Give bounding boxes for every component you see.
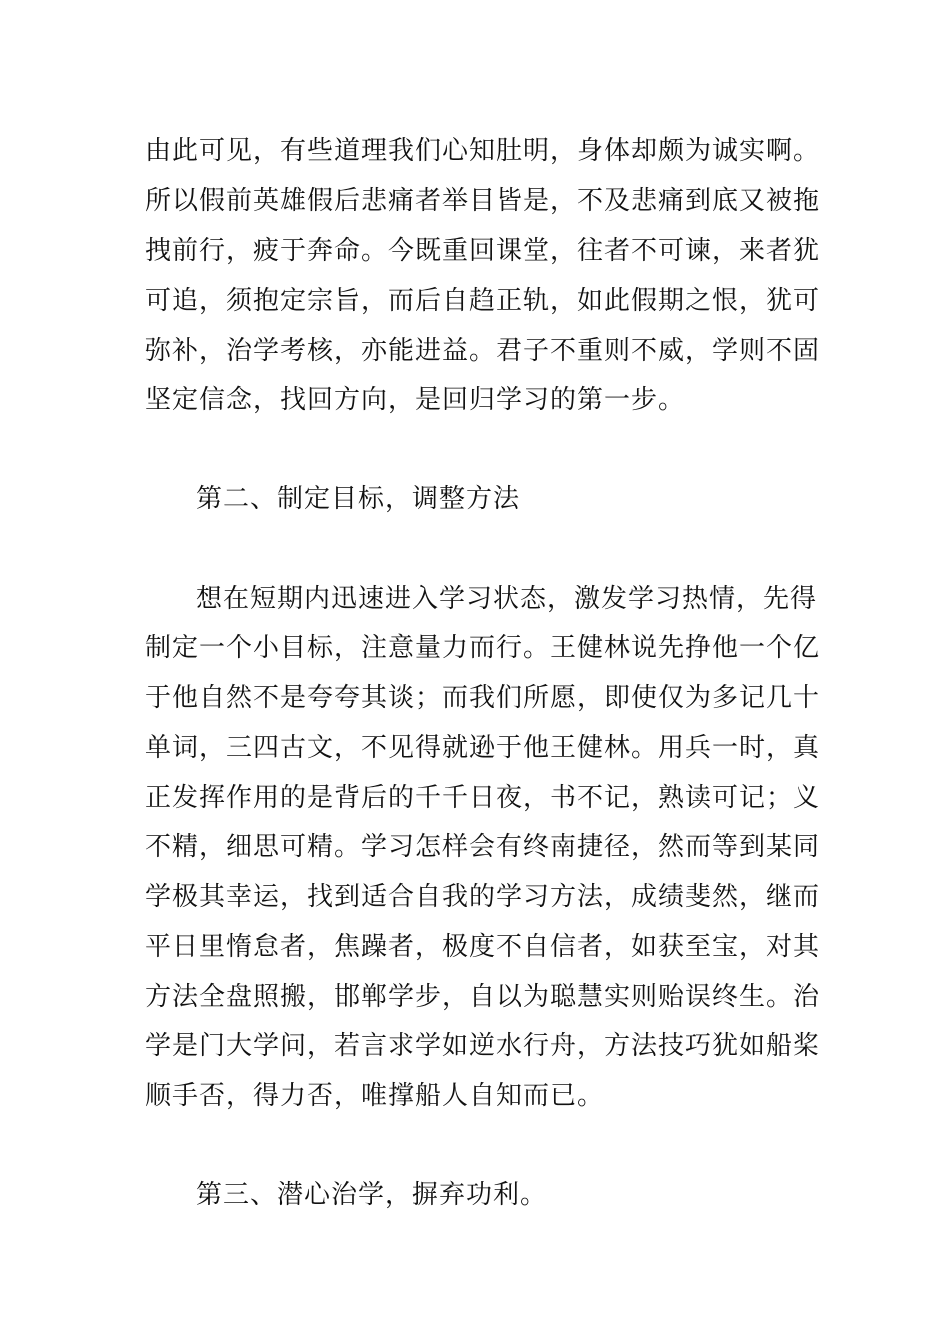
- paragraph-2-line-2: 制定一个小目标，注意量力而行。王健林说先挣他一个亿: [145, 633, 821, 663]
- paragraph-2-line-1: 想在短期内迅速进入学习状态，激发学习热情，先得: [196, 584, 818, 614]
- paragraph-2-line-3: 于他自然不是夸夸其谈；而我们所愿，即使仅为多记几十: [145, 683, 821, 713]
- paragraph-1-line-5: 弥补，治学考核，亦能进益。君子不重则不威，学则不固: [145, 336, 821, 366]
- paragraph-1-line-4: 可追，须抱定宗旨，而后自趋正轨，如此假期之恨，犹可: [145, 286, 821, 316]
- paragraph-2-line-10: 学是门大学问，若言求学如逆水行舟，方法技巧犹如船桨: [145, 1031, 821, 1061]
- section-heading-2: 第二、制定目标，调整方法: [196, 484, 521, 514]
- paragraph-2-line-8: 平日里惰怠者，焦躁者，极度不自信者，如获至宝，对其: [145, 932, 821, 962]
- paragraph-2-line-11: 顺手否，得力否，唯撑船人自知而已。: [145, 1081, 605, 1111]
- paragraph-2-line-9: 方法全盘照搬，邯郸学步，自以为聪慧实则贻误终生。治: [145, 982, 821, 1012]
- section-heading-3: 第三、潜心治学，摒弃功利。: [196, 1180, 548, 1210]
- paragraph-2-line-6: 不精，细思可精。学习怎样会有终南捷径，然而等到某同: [145, 832, 821, 862]
- paragraph-2-line-5: 正发挥作用的是背后的千千日夜，书不记，熟读可记；义: [145, 783, 821, 813]
- paragraph-1-line-2: 所以假前英雄假后悲痛者举目皆是，不及悲痛到底又被拖: [145, 186, 821, 216]
- paragraph-1-line-1: 由此可见，有些道理我们心知肚明，身体却颇为诚实啊。: [145, 136, 821, 166]
- paragraph-2-line-7: 学极其幸运，找到适合自我的学习方法，成绩斐然，继而: [145, 882, 821, 912]
- paragraph-1-line-6: 坚定信念，找回方向，是回归学习的第一步。: [145, 385, 686, 415]
- paragraph-2-line-4: 单词，三四古文，不见得就逊于他王健林。用兵一时，真: [145, 733, 821, 763]
- paragraph-1-line-3: 拽前行，疲于奔命。今既重回课堂，往者不可谏，来者犹: [145, 236, 821, 266]
